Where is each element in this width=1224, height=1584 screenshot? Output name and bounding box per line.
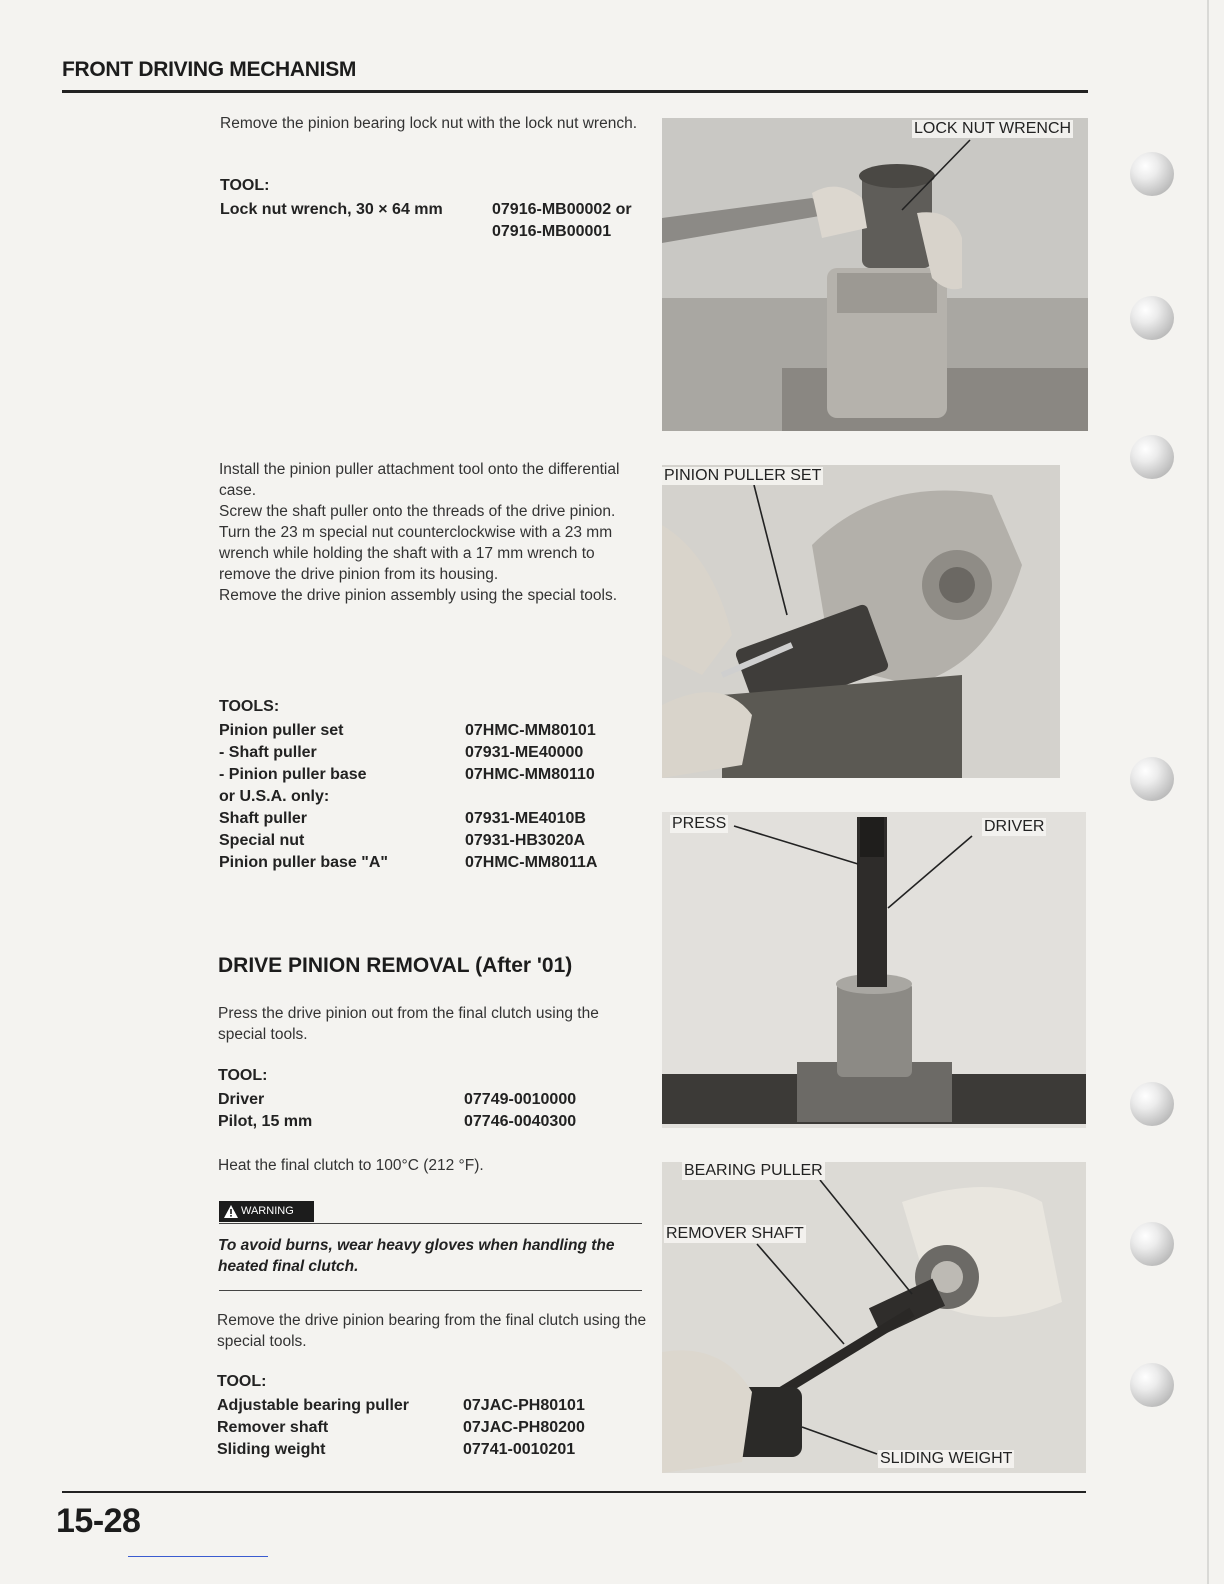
tool-name: Adjustable bearing puller — [217, 1397, 410, 1414]
tool-name — [220, 221, 492, 243]
pinion-puller-photo — [662, 465, 1060, 778]
figure-bearing-puller — [662, 1162, 1086, 1473]
section2-tool-list-2 — [217, 1395, 585, 1461]
section2-instruction-2: Remove the drive pinion bearing from the final clutch using the special tools. — [217, 1312, 647, 1350]
tool-name: - Shaft puller — [219, 744, 317, 761]
tool-part-number: 07JAC-PH80101 — [463, 1397, 585, 1414]
callout-sliding-weight: SLIDING WEIGHT — [880, 1450, 1013, 1467]
tool-row — [218, 1111, 576, 1133]
heat-instruction: Heat the final clutch to 100°C (212 °F). — [218, 1157, 484, 1174]
tool-part-number: 07JAC-PH80200 — [463, 1419, 585, 1436]
tool-name: Pinion puller set — [219, 722, 344, 739]
step2-paragraph: Screw the shaft puller onto the threads of the drive pinion. — [219, 503, 616, 520]
tool-row — [219, 852, 597, 874]
binder-hole — [1130, 296, 1174, 340]
section2-instruction: Press the drive pinion out from the final clutch using the special tools. — [218, 1005, 599, 1043]
binder-hole — [1130, 1222, 1174, 1266]
callout-pinion-puller-set: PINION PULLER SET — [664, 467, 822, 484]
tool-row — [217, 1395, 585, 1417]
binder-hole — [1130, 152, 1174, 196]
tool-row — [217, 1439, 585, 1461]
callout-press: PRESS — [672, 815, 727, 832]
tool-part-number: 07916-MB00001 — [492, 223, 612, 240]
step1-tool-list — [220, 199, 660, 243]
step2-paragraph: Remove the drive pinion assembly using the special tools. — [219, 587, 618, 604]
tool-row — [219, 720, 597, 742]
section2-tool-list — [218, 1089, 576, 1133]
section2-tool-label: TOOL: — [218, 1067, 268, 1084]
step1-instruction: Remove the pinion bearing lock nut with the lock nut wrench. — [220, 115, 638, 132]
tool-name: Lock nut wrench, 30 × 64 mm — [220, 201, 443, 218]
warning-label: WARNING — [241, 1205, 294, 1217]
step2-paragraph: Install the pinion puller attachment tool onto the differential case. — [219, 461, 620, 499]
tool-part-number: 07931-HB3020A — [465, 832, 586, 849]
tool-name: Pilot, 15 mm — [218, 1113, 313, 1130]
binder-hole — [1130, 757, 1174, 801]
tool-row — [218, 1089, 576, 1111]
tool-part-number: 07749-0010000 — [464, 1091, 577, 1108]
page-edge — [1207, 0, 1209, 1584]
tool-row — [219, 764, 597, 786]
step2-paragraph: Turn the 23 m special nut counterclockwise with a 23 mm wrench while holding the shaft with a 17 mm wrench to remove the drive pinion from its housing. — [219, 524, 613, 583]
tool-row — [219, 786, 597, 808]
callout-driver: DRIVER — [984, 818, 1045, 835]
tool-part-number: 07HMC-MM80110 — [465, 766, 595, 783]
figure-lock-nut-wrench — [662, 118, 1088, 431]
tool-part-number: 07741-0010201 — [463, 1441, 576, 1458]
tool-part-number: 07HMC-MM80101 — [465, 722, 596, 739]
tool-row — [220, 199, 660, 221]
tool-name: Pinion puller base "A" — [219, 854, 388, 871]
callout-remover-shaft: REMOVER SHAFT — [666, 1225, 804, 1242]
warning-badge — [219, 1201, 314, 1222]
tool-row — [219, 808, 597, 830]
callout-bearing-puller: BEARING PULLER — [684, 1162, 823, 1179]
step2-tools-label: TOOLS: — [219, 698, 280, 715]
tool-part-number: 07HMC-MM8011A — [465, 854, 598, 871]
step2-instructions — [219, 459, 647, 606]
section2-tool-label-2: TOOL: — [217, 1373, 267, 1390]
tool-part-number: 07931-ME4010B — [465, 810, 586, 827]
tool-name: or U.S.A. only: — [219, 788, 330, 805]
header-divider — [62, 90, 1088, 93]
tool-row — [219, 830, 597, 852]
bottom-mark — [128, 1556, 268, 1557]
binder-hole — [1130, 435, 1174, 479]
step1-tool-label: TOOL: — [220, 177, 270, 194]
callout-lock-nut-wrench: LOCK NUT WRENCH — [914, 120, 1072, 137]
tool-row — [219, 742, 597, 764]
tool-part-number: 07916-MB00002 or — [492, 201, 632, 218]
warning-bottom-rule — [219, 1290, 642, 1291]
tool-name: Shaft puller — [219, 810, 308, 827]
tool-name: Driver — [218, 1091, 265, 1108]
tool-part-number: 07931-ME40000 — [465, 744, 584, 761]
tool-name: - Pinion puller base — [219, 766, 367, 783]
lock-nut-wrench-photo — [662, 118, 1088, 431]
bearing-puller-photo — [662, 1162, 1086, 1473]
warning-text: To avoid burns, wear heavy gloves when handling the heated final clutch. — [218, 1237, 615, 1275]
figure-press-driver — [662, 812, 1086, 1128]
figure-pinion-puller-set — [662, 465, 1060, 778]
tool-name: Special nut — [219, 832, 305, 849]
warning-triangle-icon — [224, 1205, 238, 1218]
tool-row — [220, 221, 660, 243]
footer-divider — [62, 1491, 1086, 1493]
tool-name: Sliding weight — [217, 1441, 326, 1458]
tool-part-number: 07746-0040300 — [464, 1113, 577, 1130]
step2-tool-list — [219, 720, 597, 874]
warning-top-rule — [219, 1223, 642, 1224]
section-title: DRIVE PINION REMOVAL (After '01) — [218, 954, 573, 977]
page-number: 15-28 — [56, 1502, 141, 1540]
tool-name: Remover shaft — [217, 1419, 329, 1436]
binder-hole — [1130, 1082, 1174, 1126]
page-header-title: FRONT DRIVING MECHANISM — [62, 58, 357, 81]
press-driver-photo — [662, 812, 1086, 1128]
binder-hole — [1130, 1363, 1174, 1407]
tool-row — [217, 1417, 585, 1439]
